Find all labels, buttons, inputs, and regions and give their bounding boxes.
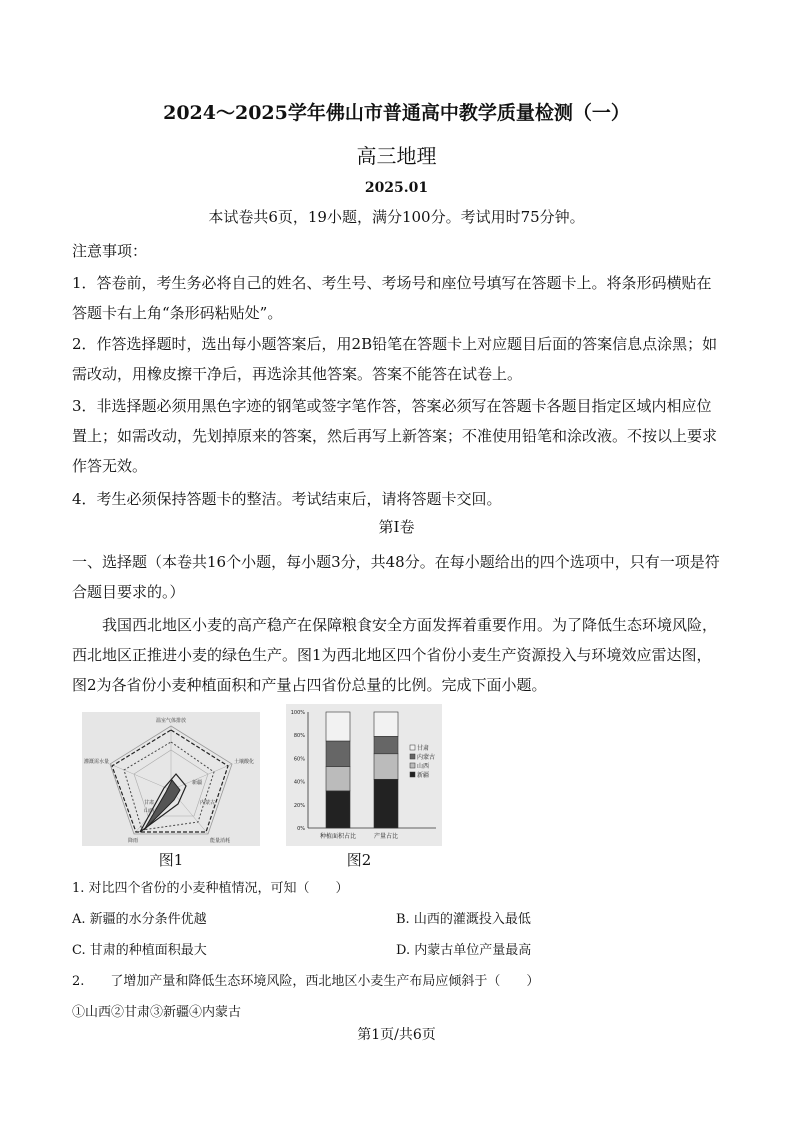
bar-segment bbox=[326, 741, 350, 767]
bar-segment bbox=[374, 754, 398, 780]
bar-segment bbox=[326, 767, 350, 791]
radar-province-label: 甘肃 bbox=[144, 800, 155, 806]
question-1-option-d: D. 内蒙古单位产量最高 bbox=[396, 943, 532, 958]
legend-swatch bbox=[410, 745, 415, 750]
notes-heading: 注意事项： bbox=[72, 242, 148, 260]
note-item-3: 3．非选择题必须用黑色字迹的钢笔或签字笔作答，答案必须写在答题卡各题目指定区域内相应位置上；如需改动，先划掉原来的答案，然后再写上新答案；不准使用铅笔和涂改液。不按以上要求作答无效。 bbox=[72, 397, 718, 475]
exam-info: 本试卷共6页，19小题，满分100分。考试用时75分钟。 bbox=[208, 208, 585, 226]
radar-province-label: 新疆 bbox=[192, 780, 203, 786]
y-tick-label: 80% bbox=[293, 733, 305, 740]
bar-segment bbox=[374, 779, 398, 828]
y-tick-label: 20% bbox=[293, 802, 305, 809]
legend-label: 山西 bbox=[417, 763, 430, 770]
note-item-1: 1．答卷前，考生务必将自己的姓名、考生号、考场号和座位号填写在答题卡上。将条形码横贴在答题卡右上角“条形码粘贴处”。 bbox=[72, 274, 712, 322]
figure-2-caption: 图2 bbox=[346, 851, 372, 869]
bar-segment bbox=[326, 712, 350, 741]
legend-swatch bbox=[410, 754, 415, 759]
radar-axis-label: 灌溉需水量 bbox=[84, 759, 110, 765]
page-footer: 第1页/共6页 bbox=[357, 1027, 436, 1043]
figure-2 bbox=[286, 704, 442, 846]
question-1-option-b: B. 山西的灌溉投入最低 bbox=[396, 912, 531, 927]
radar-province-label: 内蒙古 bbox=[200, 800, 216, 806]
stacked-bar-chart bbox=[286, 704, 442, 846]
figure-1-caption: 图1 bbox=[158, 851, 184, 869]
radar-axis-label: 土壤酸化 bbox=[234, 759, 255, 765]
legend-swatch bbox=[410, 763, 415, 768]
legend-label: 甘肃 bbox=[417, 745, 430, 752]
question-1-option-c: C. 甘肃的种植面积最大 bbox=[72, 943, 207, 958]
exam-subject: 高三地理 bbox=[356, 144, 437, 168]
bar-segment bbox=[374, 736, 398, 753]
legend-swatch bbox=[410, 772, 415, 777]
radar-axis-label: 降雨 bbox=[128, 838, 139, 844]
y-tick-label: 60% bbox=[293, 756, 305, 763]
question-1-stem: 1. 对比四个省份的小麦种植情况，可知（ ） bbox=[72, 881, 349, 896]
y-tick-label: 40% bbox=[293, 779, 305, 786]
radar-chart bbox=[82, 712, 260, 846]
radar-axis-label: 温室气体排放 bbox=[155, 718, 187, 724]
note-item-2: 2．作答选择题时，选出每小题答案后，用2B铅笔在答题卡上对应题目后面的答案信息点涂黑；如需改动，用橡皮擦干净后，再选涂其他答案。答案不能答在试卷上。 bbox=[72, 335, 718, 383]
figure-1 bbox=[82, 712, 260, 846]
exam-date: 2025.01 bbox=[364, 180, 429, 196]
legend-label: 内蒙古 bbox=[417, 754, 436, 761]
legend-label: 新疆 bbox=[417, 772, 430, 779]
volume-heading: 第Ⅰ卷 bbox=[378, 518, 415, 536]
radar-axis-label: 能量消耗 bbox=[210, 838, 231, 844]
x-tick-label: 产量占比 bbox=[373, 833, 399, 840]
part-instructions: 一、选择题（本卷共16个小题，每小题3分，共48分。在每小题给出的四个选项中，只有一项是符合题目要求的。） bbox=[72, 553, 720, 601]
question-intro: 我国西北地区小麦的高产稳产在保障粮食安全方面发挥着重要作用。为了降低生态环境风险，西北地区正推进小麦的绿色生产。图1为西北地区四个省份小麦生产资源投入与环境效应雷达图，图2为各省份小麦种植面积和产量占四省份总量的比例。完成下面小题。 bbox=[72, 616, 718, 694]
y-tick-label: 0% bbox=[297, 826, 305, 832]
y-tick-label: 100% bbox=[290, 710, 305, 716]
question-1-option-a: A. 新疆的水分条件优越 bbox=[72, 912, 207, 927]
question-2-stem: 2. 了增加产量和降低生态环境风险，西北地区小麦生产布局应倾斜于（ ） bbox=[72, 974, 540, 989]
note-item-4: 4．考生必须保持答题卡的整洁。考试结束后，请将答题卡交回。 bbox=[72, 490, 502, 508]
question-2-options: ①山西②甘肃③新疆④内蒙古 bbox=[72, 1005, 242, 1020]
radar-province-label: 山西 bbox=[144, 808, 155, 814]
bar-segment bbox=[374, 712, 398, 736]
x-tick-label: 种植面积占比 bbox=[319, 833, 357, 840]
bar-segment bbox=[326, 791, 350, 828]
exam-title: 2024～2025学年佛山市普通高中教学质量检测（一） bbox=[163, 102, 630, 124]
